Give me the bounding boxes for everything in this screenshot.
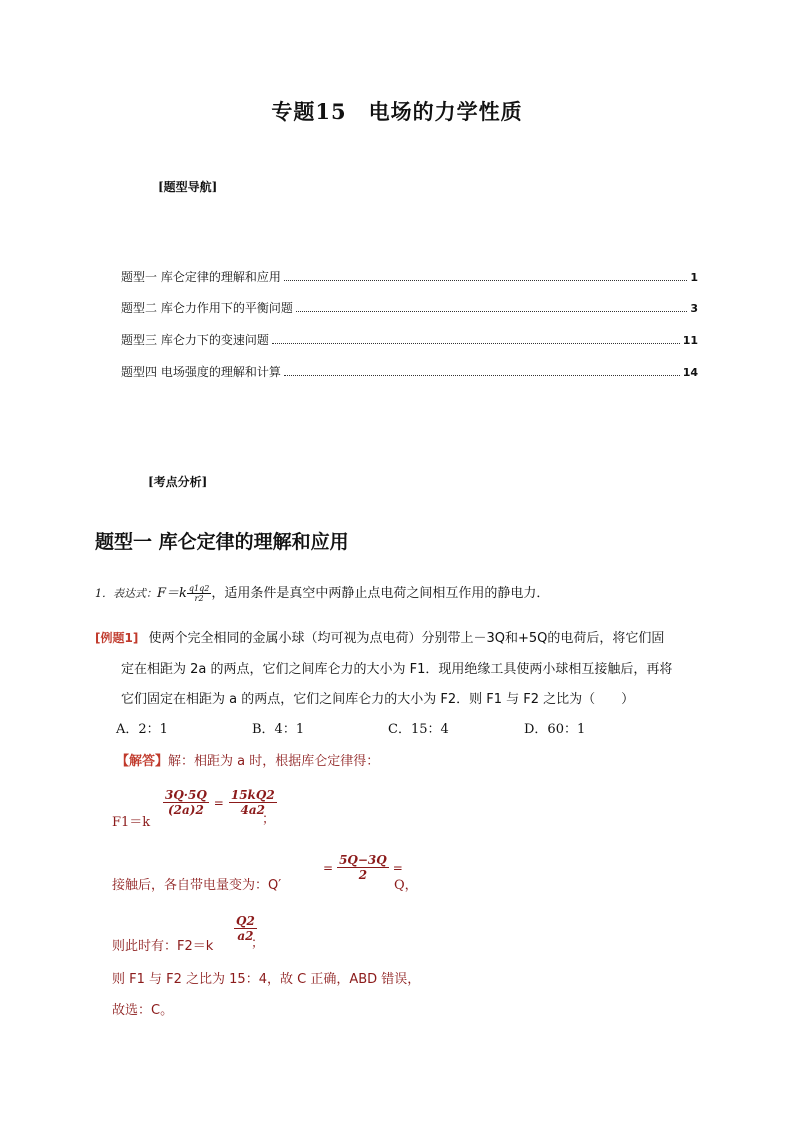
fraction-denominator: 2 [358,868,368,882]
example-line-3: 它们固定在相距为 a 的两点，它们之间库仑力的大小为 F2．则 F1 与 F2 之比为（ ） [121,692,635,707]
toc-entry[interactable] [121,268,698,285]
fraction-denominator: (2a)2 [167,803,204,817]
solution-tag: 【解答】 [116,754,169,769]
equals-sign: = [392,860,403,875]
f1-expression [163,788,277,817]
point-1-prefix: 1．表达式： [95,587,157,600]
toc-entry-page: 11 [682,334,698,347]
fraction-numerator: 15kQ2 [230,788,275,802]
toc-entry[interactable] [121,363,698,380]
final-answer: 故选：C。 [112,1003,174,1018]
toc-entry-page: 1 [690,271,698,284]
toc-leader-dots [296,311,688,312]
option-d[interactable]: D．60：1 [524,722,586,737]
f1-label: F1＝k [112,815,151,830]
fraction-denominator: r2 [194,594,204,603]
answer-options [116,720,660,740]
toc-entry-label: 题型三 库仑力下的变速问题 [121,333,269,347]
solution-intro-text: 解：相距为 a 时，根据库仑定律得： [168,754,380,769]
fraction-numerator: Q2 [236,914,255,928]
point-1-fraction [187,584,211,603]
f2-end: ； [251,936,265,951]
ratio-text: 则 F1 与 F2 之比为 15：4，故 C 正确，ABD 错误， [112,972,421,987]
f1-end: ； [262,812,276,827]
example-text: 使两个完全相同的金属小球（均可视为点电荷）分别带上－3Q和+5Q的电荷后，将它们固 [148,631,665,646]
contact-text: 接触后，各自带电量变为：Q′ [112,878,282,893]
page-title: 专题15 电场的力学性质 [271,99,523,124]
option-c[interactable]: C．15：4 [388,722,449,737]
contact-fraction [337,853,389,882]
toc-leader-dots [272,343,680,344]
point-1-text: ，适用条件是真空中两静止点电荷之间相互作用的静电力． [211,586,550,601]
fraction-numerator: 5Q−3Q [339,853,387,867]
contact-end: Q， [394,878,418,893]
toc-entry-page: 14 [682,366,698,379]
toc-entry-label: 题型一 库仑定律的理解和应用 [121,270,281,284]
option-b[interactable]: B．4：1 [252,722,305,737]
solution-intro [116,752,379,772]
example-line-2: 定在相距为 2a 的两点，它们之间库仑力的大小为 F1．现用绝缘工具使两小球相互接触后，再将 [121,662,673,677]
fraction-numerator: q1q2 [188,584,210,593]
toc-entry-label: 题型四 电场强度的理解和计算 [121,365,281,379]
fraction-denominator: a2 [237,929,254,943]
option-a[interactable]: A．2：1 [116,722,168,737]
analysis-heading: [考点分析] [148,475,208,489]
section-title: 题型一 库仑定律的理解和应用 [95,531,349,553]
contact-expression [323,853,403,882]
toc-leader-dots [284,280,688,281]
nav-heading: [题型导航] [158,180,218,194]
f1-fraction-1 [163,788,209,817]
toc-leader-dots [284,375,680,376]
equals-sign: = [213,795,224,810]
fraction-numerator: 3Q·5Q [165,788,207,802]
toc-entry-label: 题型二 库仑力作用下的平衡问题 [121,301,293,315]
equals-sign: = [323,860,334,875]
point-1-formula-lhs: F＝k [157,586,187,601]
f2-label: 则此时有：F2＝k [112,939,214,954]
example-tag: [例题1] [95,631,139,645]
example-line-1 [95,628,664,649]
toc-entry-page: 3 [690,302,698,315]
point-1 [95,584,549,604]
toc-entry[interactable] [121,331,698,348]
fraction-denominator: 4a2 [240,803,266,817]
toc-entry[interactable] [121,299,698,316]
